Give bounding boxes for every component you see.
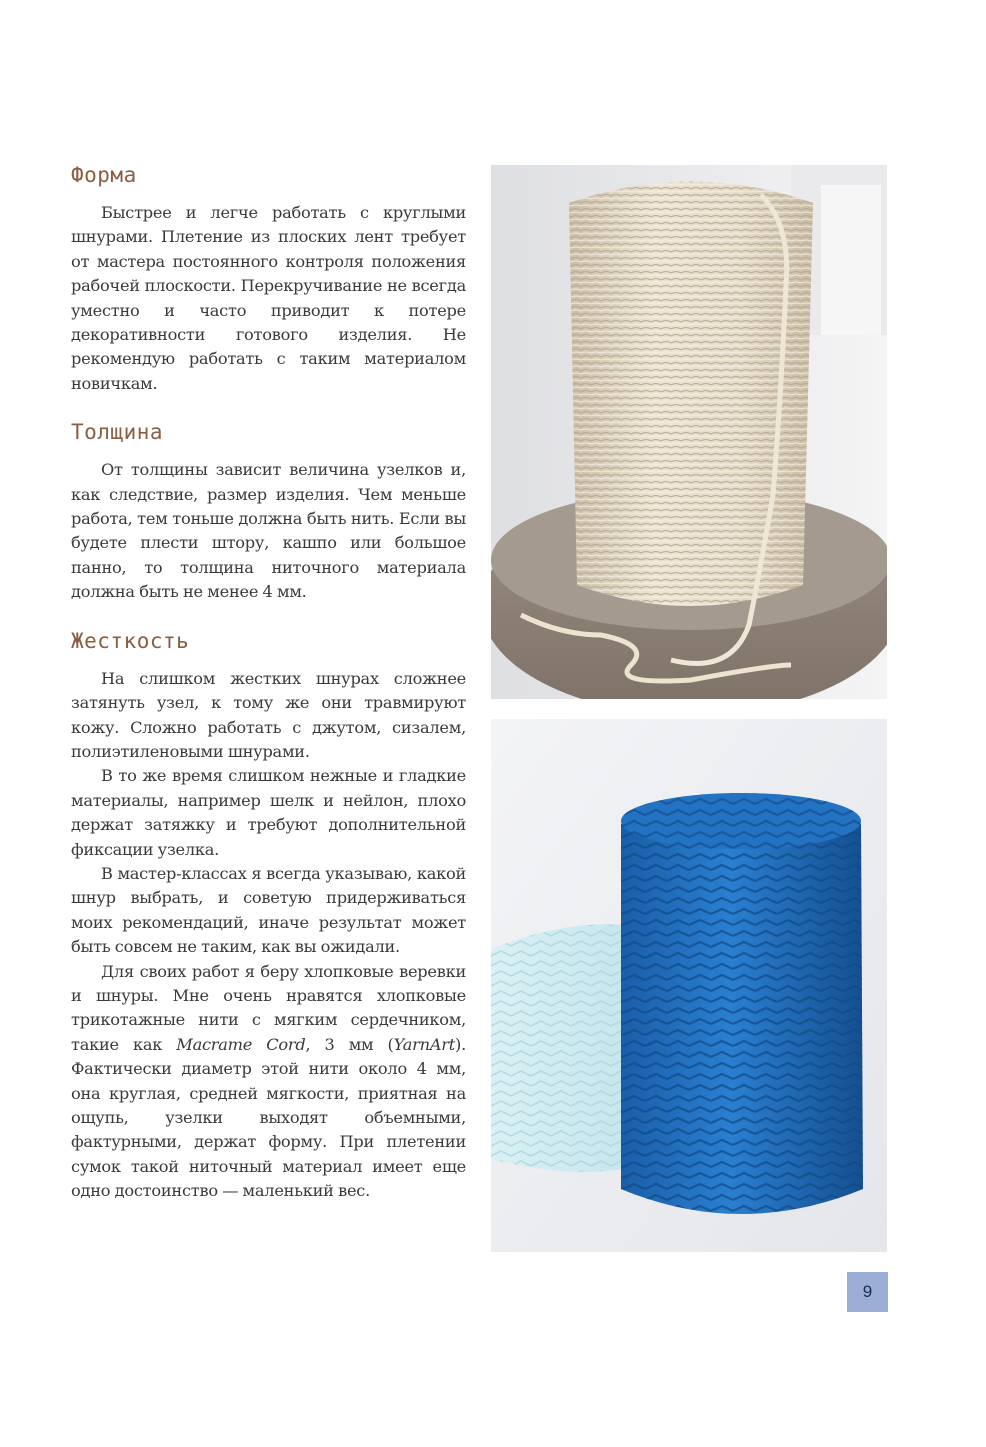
section-title: Толщина [71, 420, 164, 445]
text-column [71, 163, 466, 1228]
paragraph-with-italics [71, 960, 466, 1204]
section-title: Жесткость [71, 628, 190, 653]
section-zhestkost [71, 629, 466, 1204]
text-run: ). Фактически диаметр этой нити около 4 мм, она круглая, средней мягкости, приятная на ощупь, узелки выходят объемными, фактурными, держат форму. При плетении сумок такой ниточный материал имеет еще одно достоинство — маленький вес. [71, 1034, 466, 1201]
paragraph: На слишком жестких шнурах сложнее затянуть узел, к тому же они травмируют кожу. Сложно работать с джутом, сизалем, полиэтиленовыми шнурами. [71, 668, 466, 761]
product-name: Macrame Cord [176, 1034, 306, 1054]
section-tolshchina [71, 420, 466, 604]
paragraph: От толщины зависит величина узелков и, как следствие, размер изделия. Чем меньше работа, тем тоньше должна быть нить. Если вы будете плести штору, кашпо или большое панно, то толщина ниточного материала должна быть не менее 4 мм. [71, 460, 466, 602]
cotton-cord-photo [491, 719, 887, 1252]
page-number: 9 [862, 1282, 873, 1301]
section-title: Форма [71, 163, 137, 187]
twine-spool-photo [491, 165, 887, 699]
paragraph: Быстрее и легче работать с круглыми шнурами. Плетение из плоских лент требует от мастера постоянного контроля положения рабочей плоскости. Перекручивание не всегда уместно и часто приводит к потере декоративности готового изделия. Не рекомендую работать с таким материалом новичкам. [71, 203, 466, 393]
twine-spool-illustration [491, 165, 887, 699]
cotton-cord-illustration [491, 719, 887, 1252]
paragraph: В мастер-классах я всегда указываю, какой шнур выбрать, и советую придерживаться моих рекомендаций, иначе результат может быть совсем не таким, как вы ожидали. [71, 863, 466, 957]
brand-name: YarnArt [393, 1034, 456, 1054]
section-forma [71, 163, 466, 396]
text-run: , 3 мм ( [305, 1034, 394, 1054]
page-number-badge [847, 1272, 888, 1312]
paragraph: В то же время слишком нежные и гладкие материалы, например шелк и нейлон, плохо держат затяжку и требуют дополнительной фиксации узелка. [71, 766, 466, 859]
text-run: Для своих работ я беру хлопковые веревки и шнуры. Мне очень нравятся хлопковые трикотажные нити с мягким сердечником, такие как [71, 961, 466, 1054]
